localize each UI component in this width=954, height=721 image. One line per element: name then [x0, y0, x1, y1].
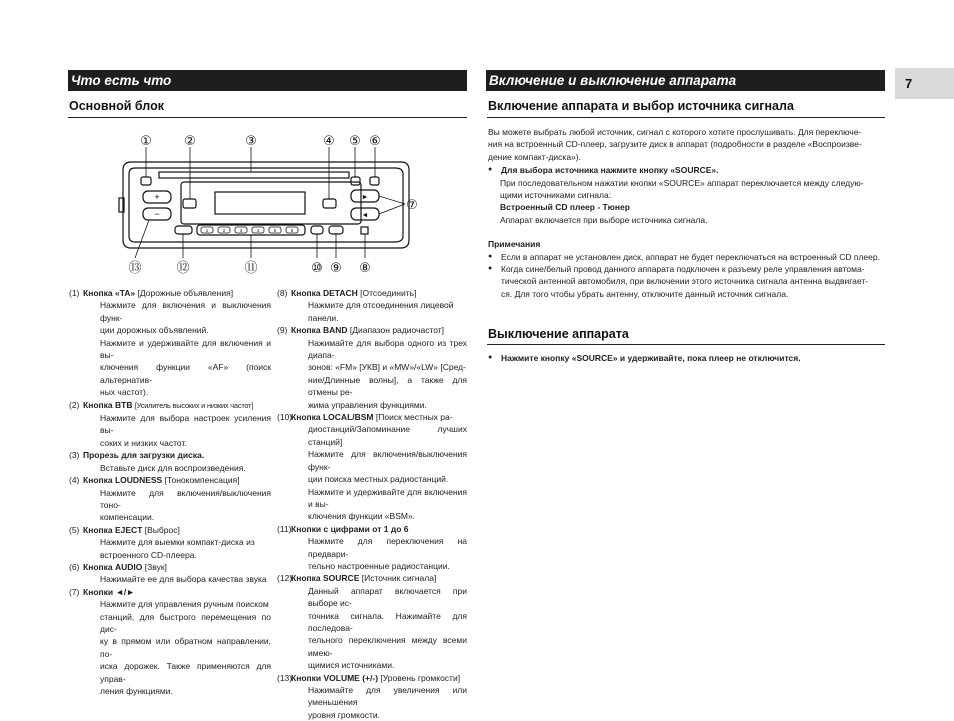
item-detach: (8) Кнопка DETACH [Отсоединить] Нажмите для отсоединения лицевой панели.	[277, 288, 454, 323]
page-number: 7	[895, 68, 954, 99]
callout-1: ①	[140, 134, 152, 149]
off-step-bullet: ● Нажмите кнопку «SOURCE» и удерживайте, пока плеер не отключится.	[488, 352, 885, 364]
item-disc-slot: (3) Прорезь для загрузки диска. Вставьте диск для воспроизведения.	[69, 450, 246, 473]
btb-button	[183, 199, 196, 208]
callout-5: ⑤	[349, 134, 361, 149]
step-bullet: ● Для выбора источника нажмите кнопку «SOURCE».	[488, 164, 885, 176]
preset-label: 2	[222, 228, 226, 233]
loudness-button	[323, 199, 336, 208]
callout-7: ⑦	[406, 198, 418, 213]
heading-rule	[487, 117, 885, 118]
item-presets: (11) Кнопки с цифрами от 1 до 6 Нажмите для переключения на предвари- тельно настроенные радиостанции.	[277, 523, 467, 571]
callout-12: ⑫	[176, 261, 190, 276]
item-band: (9) Кнопка BAND [Диапазон радиочастот] Нажимайте для выбора одного из трех диапа- зонов: «FM» [УКВ] и «MW»/«LW» [Сред- ние/Длинные волны], а также для отмены ре- жима управления функциями.	[277, 325, 467, 410]
callout-6: ⑥	[369, 134, 381, 149]
left-section-title: Что есть что	[68, 70, 467, 91]
source-button	[175, 226, 192, 234]
preset-label: 3	[239, 228, 243, 233]
item-local-bsm: (10) Кнопка LOCAL/BSM [Поиск местных ра- диостанций/Запоминание лучших станций] Нажмите для включения/выключения функ- ции поиска местных радиостанций. Нажмите и удерживайте для включения и вы- ключения функции «BSM».	[277, 412, 467, 522]
item-loudness: (4) Кнопка LOUDNESS [Тонокомпенсация] Нажмите для включения/выключения тоно- компенсации.	[69, 475, 271, 523]
eject-button	[351, 177, 360, 185]
note-item: ● Когда сине/белый провод данного аппарата подключен к разъему реле управления автома- тической антенной автомобиля, при включении этого источника сигнала антенна выдвигает- ся. Для того чтобы убрать антенну, отключите данный источник сигнала.	[488, 263, 885, 300]
intro-line: Вы можете выбрать любой источник, сигнал с которого хотите прослушивать. Для переключе-	[488, 127, 862, 137]
power-on-heading: Включение аппарата и выбор источника сигнала	[488, 99, 794, 113]
item-source: (12) Кнопка SOURCE [Источник сигнала] Данный аппарат включается при выборе ис- точника сигнала. Нажимайте для последова- тельного переключения между всеми имею- щимися источниками.	[277, 573, 467, 671]
preset-label: 1	[205, 228, 209, 233]
preset-label: 6	[290, 228, 294, 233]
callout-2: ②	[184, 134, 196, 149]
item-audio: (6) Кнопка AUDIO [Звук] Нажимайте ее для выбора качества звука	[69, 561, 267, 585]
note-item: ● Если в аппарат не установлен диск, аппарат не будет переключаться на встроенный CD плеер.	[488, 251, 885, 263]
intro-line: ния на встроенный CD-плеер, загрузите диск в аппарат (подробности в разделе «Воспроизве-	[488, 139, 862, 150]
local-bsm-button	[311, 226, 323, 234]
audio-button	[370, 177, 379, 185]
power-off-body	[488, 352, 885, 364]
left-arrow-label: ◄	[361, 212, 369, 219]
item-seek: (7) Кнопки ◄/► Нажмите для управления ручным поиском станций, для быстрого перемещения по дис- ку в прямом или обратном направлении, по- иска дорожек. Также применяются для управ- ления функциями.	[69, 586, 271, 696]
sources-sequence: Встроенный CD плеер - Тюнер	[500, 202, 630, 213]
right-arrow-label: ►	[361, 194, 369, 201]
detach-button	[361, 227, 368, 234]
plus-label: +	[154, 192, 160, 202]
callout-9: ⑨	[330, 261, 342, 276]
heading-rule	[68, 117, 467, 118]
intro-line: дение компакт-диска»).	[488, 151, 581, 162]
power-off-heading: Выключение аппарата	[488, 327, 629, 341]
callout-13: ⑬	[128, 261, 142, 276]
items-column-2	[277, 287, 467, 721]
power-on-body	[488, 126, 885, 300]
items-column-1	[69, 287, 271, 697]
display-panel	[181, 182, 361, 224]
callout-3: ③	[245, 134, 257, 149]
unit-inner-frame	[129, 168, 403, 242]
item-btb: (2) Кнопка BTB [Усилитель высоких и низких частот] Нажмите для выбора настроек усиления вы- соких и низких частот.	[69, 399, 271, 448]
item-ta: (1) Кнопка «TA» [Дорожные объявления] Нажмите для включения и выключения функ- ции дорожных объявлений. Нажмите и удерживайте для включения и вы- ключения функции «AF» (поиск альтернатив- ных частот).	[69, 288, 271, 398]
notes-heading: Примечания	[488, 239, 541, 250]
main-unit-heading: Основной блок	[69, 99, 164, 113]
callout-10: ⑩	[311, 261, 323, 276]
callout-4: ④	[323, 134, 335, 149]
band-button	[329, 226, 343, 234]
callout-8: ⑧	[359, 261, 371, 276]
heading-rule	[487, 344, 885, 345]
step-details: При последовательном нажатии кнопки «SOURCE» аппарат переключается между следую- щими источниками сигнала: Встроенный CD плеер - Тюнер Аппарат включается при выборе источника сигнала.	[488, 177, 885, 227]
ta-button	[141, 177, 151, 185]
item-eject: (5) Кнопка EJECT [Выброс] Нажмите для выемки компакт-диска из встроенного CD-плеера.	[69, 524, 255, 560]
display-window	[215, 192, 305, 214]
head-unit-diagram	[115, 126, 417, 276]
preset-label: 5	[273, 228, 277, 233]
item-volume: (13) Кнопки VOLUME (+/-) [Уровень громкости] Нажимайте для увеличения или уменьшения уровня громкости.	[277, 672, 467, 720]
preset-label: 4	[256, 228, 260, 233]
callout-11: ⑪	[244, 261, 258, 276]
right-section-title: Включение и выключение аппарата	[486, 70, 885, 91]
minus-label: −	[154, 209, 160, 219]
disc-slot	[159, 172, 349, 178]
